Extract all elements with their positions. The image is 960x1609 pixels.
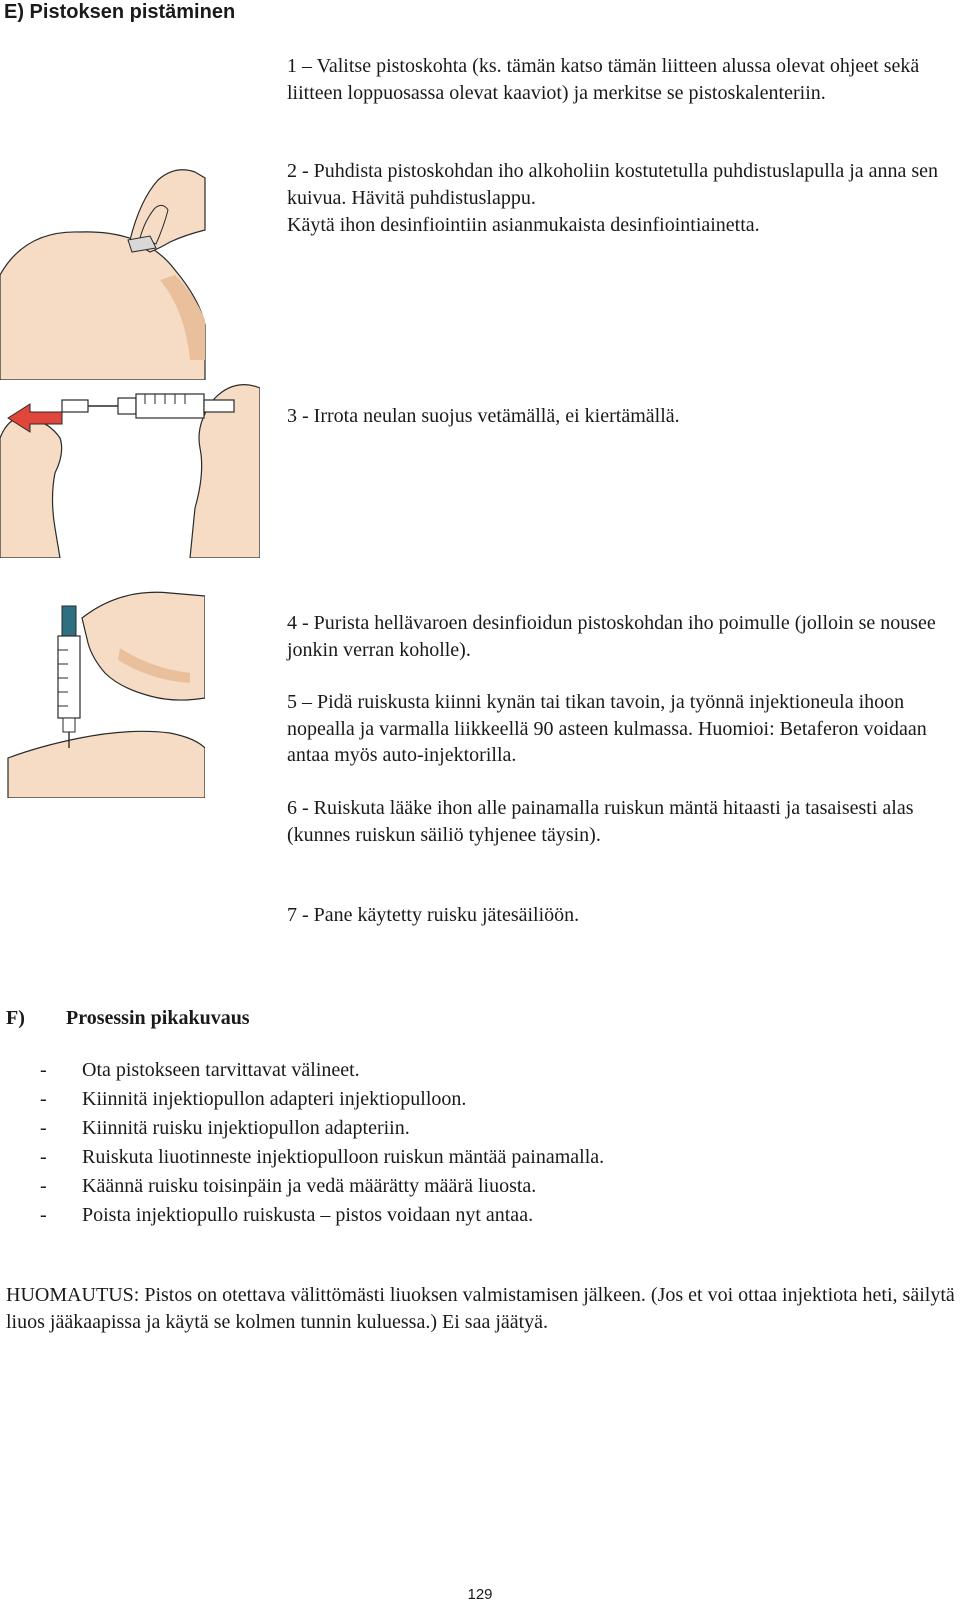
list-dash: - (40, 1146, 47, 1168)
step-2-note-text: Käytä ihon desinfiointiin asianmukaista desinfiointiainetta. (287, 214, 760, 236)
needle-cap-removal-illustration (0, 378, 260, 558)
quick-process-list (40, 1056, 604, 1230)
note-text: HUOMAUTUS: Pistos on otettava välittömästi liuoksen valmistamisen jälkeen. (Jos et voi ottaa injektiota heti, säilytä liuos jääkaapissa ja käytä se kolmen tunnin kuluessa.) Ei saa jäätyä. (6, 1284, 955, 1333)
page-number: 129 (467, 1586, 493, 1603)
syringe-hub-shape (118, 398, 136, 414)
list-item (40, 1143, 604, 1172)
section-f-title: Prosessin pikakuvaus (66, 1007, 250, 1029)
list-item-text: Ota pistokseen tarvittavat välineet. (82, 1059, 360, 1081)
list-item (40, 1201, 604, 1230)
step-6-text: 6 - Ruiskuta lääke ihon alle painamalla ruiskun mäntä hitaasti ja tasaisesti alas (kunnes ruiskun säiliö tyhjenee täysin). (287, 797, 914, 846)
step-5-text: 5 – Pidä ruiskusta kiinni kynän tai tikan tavoin, ja työnnä injektioneula ihoon nopealla ja varmalla liikkeellä 90 asteen kulmassa. Huomioi: Betaferon voidaan antaa myös auto-injektorilla. (287, 691, 927, 766)
list-item (40, 1172, 604, 1201)
skin-fold-shape (8, 731, 205, 798)
step-4-text: 4 - Purista hellävaroen desinfioidun pistoskohdan iho poimulle (jolloin se nousee jonkin verran koholle). (287, 612, 936, 661)
pinching-hand-shape (82, 592, 205, 700)
list-dash: - (40, 1117, 47, 1139)
list-item-text: Käännä ruisku toisinpäin ja vedä määrätty määrä liuosta. (82, 1175, 537, 1197)
left-hand-shape (0, 417, 62, 558)
step-2-text: 2 - Puhdista pistoskohdan iho alkoholiin kostutetulla puhdistuslapulla ja anna sen kuivua. Hävitä puhdistuslappu. (287, 160, 939, 209)
section-f-letter: F) (6, 1007, 25, 1029)
syringe-hub-shape (63, 718, 75, 732)
list-dash: - (40, 1059, 47, 1081)
section-e-title: E) Pistoksen pistäminen (4, 1, 236, 23)
list-item (40, 1114, 604, 1143)
syringe-barrel-shape (136, 394, 204, 418)
list-item-text: Ruiskuta liuotinneste injektiopulloon ruiskun mäntää painamalla. (82, 1146, 605, 1168)
list-dash: - (40, 1175, 47, 1197)
upper-arm-shape (0, 232, 205, 380)
section-f-heading (6, 1005, 250, 1031)
step-3-text: 3 - Irrota neulan suojus vetämällä, ei kiertämällä. (287, 405, 680, 427)
list-item-text: Poista injektiopullo ruiskusta – pistos voidaan nyt antaa. (82, 1204, 534, 1226)
step-7-text: 7 - Pane käytetty ruisku jätesäiliöön. (287, 904, 580, 926)
syringe-plunger-shape (62, 606, 76, 636)
list-item (40, 1085, 604, 1114)
list-dash: - (40, 1204, 47, 1226)
list-dash: - (40, 1088, 47, 1110)
plunger-shape (204, 400, 234, 412)
list-item-text: Kiinnitä ruisku injektiopullon adapteriin. (82, 1117, 410, 1139)
list-item (40, 1056, 604, 1085)
injection-illustration (0, 588, 205, 798)
needle-cap-shape (62, 400, 88, 412)
skin-cleaning-illustration (0, 160, 210, 380)
step-1-text: 1 – Valitse pistoskohta (ks. tämän katso tämän liitteen alussa olevat ohjeet sekä liitteen loppuosassa olevat kaaviot) ja merkitse se pistoskalenteriin. (287, 55, 920, 104)
list-item-text: Kiinnitä injektiopullon adapteri injektiopulloon. (82, 1088, 467, 1110)
